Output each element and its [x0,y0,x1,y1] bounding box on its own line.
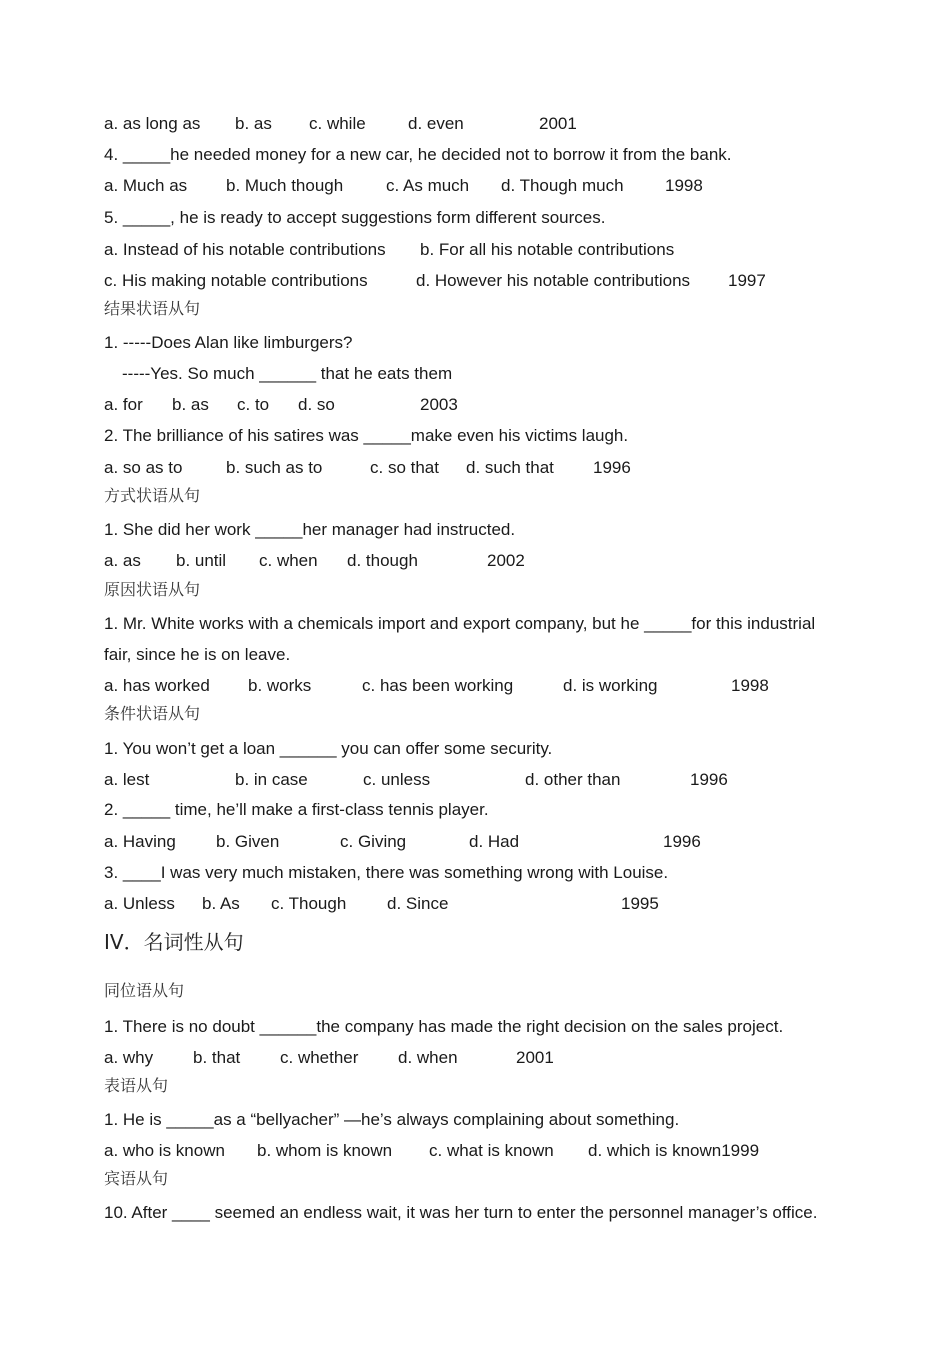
option-c: c. Though [271,894,347,913]
option-b: b. Much though [226,176,344,195]
option-c: c. unless [363,770,431,789]
option-b: b. in case [235,770,308,789]
option-b: b. as [235,114,272,133]
option-d: d. Though much [501,176,624,195]
question-stem: 1. You won’t get a loan ______ you can offer some security. [104,739,553,758]
section-heading: 方式状语从句 [104,486,201,505]
section-heading: 表语从句 [104,1076,169,1095]
section-heading: 原因状语从句 [104,580,201,599]
option-a: a. who is known [104,1141,225,1160]
option-c: c. when [259,551,318,570]
question-stem: 1. Mr. White works with a chemicals import and export company, but he _____for this industrial [104,614,816,633]
option-d: d. when [398,1048,458,1067]
section-heading: 宾语从句 [104,1169,169,1188]
option-a: a. Unless [104,894,175,913]
exam-year: 2001 [516,1048,554,1067]
option-b: b. Given [216,832,280,851]
option-c: c. to [237,395,270,414]
option-d: d. is working [563,676,658,695]
question-stem: 10. After ____ seemed an endless wait, it was her turn to enter the personnel manager’s office. [104,1203,818,1222]
major-section-heading: IV．名词性从句 [104,930,244,954]
section-heading: 结果状语从句 [104,299,201,318]
question-stem: 1. There is no doubt ______the company has made the right decision on the sales project. [104,1017,784,1036]
option-d: d. which is known1999 [588,1141,760,1160]
option-a: a. Much as [104,176,188,195]
question-stem-continued: fair, since he is on leave. [104,645,291,664]
exam-year: 1996 [663,832,701,851]
option-d: d. such that [466,458,554,477]
section-heading: 条件状语从句 [104,704,201,723]
option-d: d. Had [469,832,520,851]
option-a: a. has worked [104,676,210,695]
option-a: a. Instead of his notable contributions [104,240,386,259]
option-d: d. even [408,114,464,133]
exam-year: 1996 [690,770,728,789]
question-stem: 3. ____I was very much mistaken, there was something wrong with Louise. [104,863,669,882]
option-b: b. As [202,894,240,913]
option-c: c. Giving [340,832,407,851]
exam-year: 1998 [665,176,703,195]
option-b: b. such as to [226,458,323,477]
exam-year: 2001 [539,114,577,133]
option-a: a. as long as [104,114,201,133]
question-stem: 1. He is _____as a “bellyacher” —he’s always complaining about something. [104,1110,680,1129]
exam-year: 1998 [731,676,769,695]
exam-year: 1996 [593,458,631,477]
option-d: d. Since [387,894,449,913]
option-d: d. other than [525,770,621,789]
option-c: c. so that [370,458,439,477]
option-d: d. However his notable contributions [416,271,691,290]
question-stem: 5. _____, he is ready to accept suggestions form different sources. [104,208,606,227]
exam-year: 2002 [487,551,525,570]
option-a: a. Having [104,832,176,851]
option-d: d. so [298,395,335,414]
option-c: c. what is known [429,1141,554,1160]
option-c: c. has been working [362,676,514,695]
question-stem: 2. _____ time, he’ll make a first-class tennis player. [104,800,489,819]
option-b: b. works [248,676,312,695]
option-b: b. For all his notable contributions [420,240,675,259]
exam-year: 1997 [728,271,766,290]
option-b: b. as [172,395,209,414]
question-stem: 2. The brilliance of his satires was _____make even his victims laugh. [104,426,629,445]
option-b: b. until [176,551,227,570]
question-stem: 1. -----Does Alan like limburgers? [104,333,353,352]
option-d: d. though [347,551,418,570]
option-c: c. As much [386,176,470,195]
option-a: a. why [104,1048,154,1067]
option-a: a. lest [104,770,150,789]
exam-year: 1995 [621,894,659,913]
question-stem: -----Yes. So much ______ that he eats them [122,364,453,383]
option-c: c. His making notable contributions [104,271,368,290]
option-a: a. as [104,551,141,570]
option-a: a. so as to [104,458,183,477]
section-heading: 同位语从句 [104,981,185,1000]
option-b: b. whom is known [257,1141,393,1160]
question-stem: 1. She did her work _____her manager had instructed. [104,520,516,539]
option-a: a. for [104,395,143,414]
option-c: c. while [309,114,366,133]
option-b: b. that [193,1048,241,1067]
exam-year: 2003 [420,395,458,414]
question-stem: 4. _____he needed money for a new car, he decided not to borrow it from the bank. [104,145,732,164]
option-c: c. whether [280,1048,359,1067]
